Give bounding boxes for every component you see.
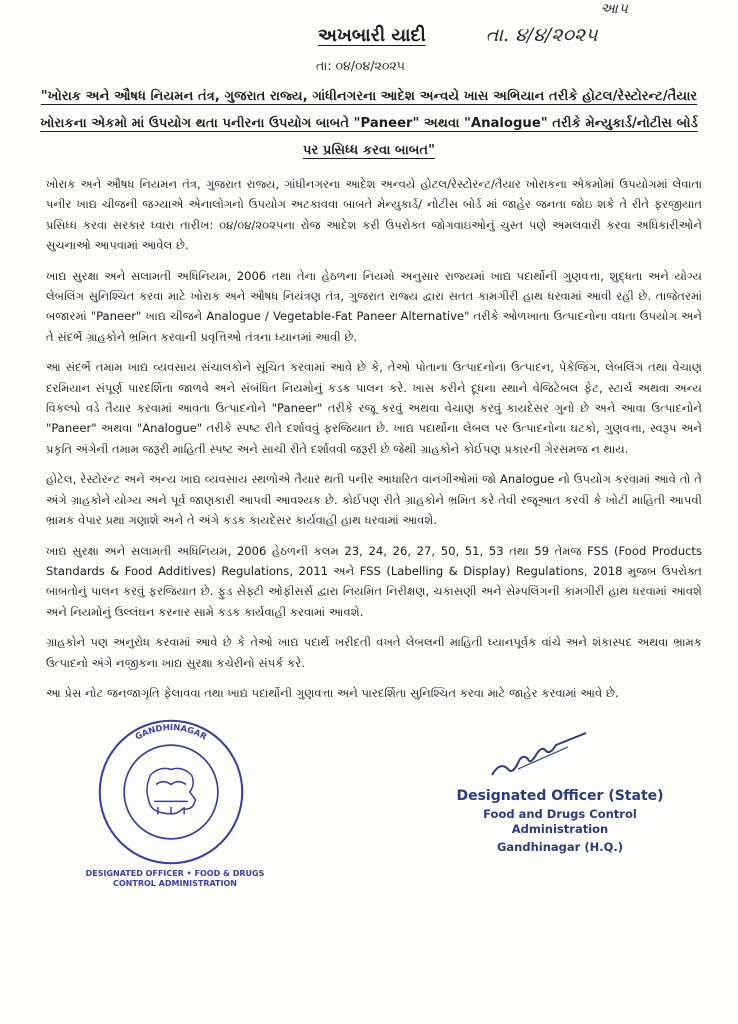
stamp-text: DESIGNATED OFFICER • FOOD & DRUGS CONTROL ADMINISTRATION: [85, 869, 265, 889]
date-line: તા: ૦૪/૦૪/૨૦૨૫: [316, 58, 405, 73]
signature-icon: [488, 731, 588, 781]
heading-row: [0, 22, 738, 49]
signatory-title: Designated Officer (State): [456, 788, 664, 805]
document-heading: અખબારી યાદી: [318, 25, 426, 46]
signatory-organization: Food and Drugs Control Administration: [483, 807, 637, 837]
handwritten-date: તા. ૪/૪/૨૦૨૫: [485, 24, 598, 46]
subject-text: "ખોરાક અને ઔષધ નિયમન તંત્ર, ગુજરાત રાજ્ય, ગાંધીનગરના આદેશ અન્વયે ખાસ અભિયાન તરીકે હોટલ/રેસ્ટોરન્ટ/તૈયાર ખોરાકના એકમો માં ઉપયોગ થતા પનીરના ઉપયોગ બાબતે "Paneer" અથવા "Analogue" તરીકે મેન્યુકાર્ડ/નોટીસ બોર્ડ પર પ્રસિધ્ધ કરવા બાબત": [40, 89, 698, 158]
subject-heading: [40, 83, 698, 164]
paragraph-4: હોટેલ, રેસ્ટોરન્ટ અને અન્ય ખાદ્ય વ્યવસાય સ્થળોએ તૈયાર થતી પનીર આધારિત વાનગીઓમાં જો Analogue નો ઉપયોગ કરવામાં આવે તો તે અંગે ગ્રાહકોને યોગ્ય અને પૂર્વ જાણકારી આપવી આવશ્યક છે. કોઈપણ રીતે ગ્રાહકોને ભ્રમિત કરે તેવી રજૂઆત કરવી કે ખોટી માહિતી આપવી ભ્રામક વેપાર પ્રથા ગણાશે અને તે અંગે કડક કાયદેસર કાર્યવાહી હાથ ધરવામાં આવશે.: [46, 472, 702, 528]
top-row: [0, 0, 738, 20]
paragraph-5: ખાદ્ય સુરક્ષા અને સલામતી અધિનિયમ, 2006 હેઠળની કલમ 23, 24, 26, 27, 50, 51, 53 તથા 59 તેમજ FSS (Food Products Standards & Food Additives) Regulations, 2011 અને FSS (Labelling & Display) Regulations, 2018 મુજબ ઉપરોક્ત બાબતોનું પાલન કરવું ફરજિયાત છે. ફુડ સેફ્ટી ઓફીસર્સ દ્વારા નિયમિત નિરીક્ષણ, ચકાસણી અને સેમ્પલિંગની કામગીરી હાથ ધરવામાં આવશે અને નિયમોનું ઉલ્લંઘન કરનાર સામે કડક કાર્યવાહી કરવામાં આવશે.: [46, 543, 702, 619]
paragraph-1: ખોરાક અને ઔષધ નિયમન તંત્ર, ગુજરાત રાજ્ય, ગાંધીનગરના આદેશ અન્વયે હોટલ/રેસ્ટોરન્ટ/તૈયાર ખોરાકના એકમોમાં ઉપયોગમાં લેવાતા પનીર ખાદ્ય ચીજની જગ્યાએ એનાલોગનો ઉપયોગ અટકાવવા બાબતે મેન્યુકાર્ડ/ નોટીસ બોર્ડ માં જાહેર જનતા જોઇ શકે તે રીતે ફરજીયાત પ્રસિધ્ધ કરવા સરકાર ધ્વારા તારીખ: ૦૪/૦૪/૨૦૨૫ના રોજ આદેશ કરી ઉપરોક્ત જોગવાઇઓનું ચુસ્ત પણે અમલવારી કરવા અધિકારીઓને સુચનાઓ આપવામાં આવેલ છે.: [46, 177, 702, 253]
emblem-icon: [147, 769, 195, 815]
paragraph-7: આ પ્રેસ નોટ જનજાગૃતિ ફેલાવવા તથા ખાદ્ય પદાર્થોની ગુણવત્તા અને પારદર્શિતા સુનિશ્ચિત કરવા માટે જાહેર કરવામાં આવે છે.: [46, 685, 619, 700]
signatory-place: Gandhinagar (H.Q.): [496, 840, 623, 855]
paragraph-6: ગ્રાહકોને પણ અનુરોધ કરવામાં આવે છે કે તેઓ ખાદ્ય પદાર્થ ખરીદતી વખતે લેબલની માહિતી ધ્યાનપૂર્વક વાંચે અને શંકાસ્પદ અથવા ભ્રામક ઉત્પાદનો અંગે નજીકના ખાદ્ય સુરક્ષા કચેરીનો સંપર્ક કરે.: [46, 635, 702, 670]
official-stamp-icon: [96, 717, 246, 867]
footer-area: [0, 713, 738, 889]
signature-block: [440, 787, 680, 855]
stamp-left-text: GANDHINAGAR: [133, 722, 209, 743]
paragraph-2: ખાદ્ય સુરક્ષા અને સલામતી અધિનિયમ, 2006 તથા તેના હેઠળના નિયમો અનુસાર રાજ્યમાં ખાદ્ય પદાર્થોની ગુણવત્તા, શુદ્ધતા અને યોગ્ય લેબલિંગ સુનિશ્ચિત કરવા માટે ખોરાક અને ઔષધ નિયંત્રણ તંત્ર, ગુજરાત રાજ્ય દ્વારા સતત કામગીરી હાથ ધરવામાં આવી રહી છે. તાજેતરમાં બજારમાં "Paneer" ખાદ્ય ચીજને Analogue / Vegetable-Fat Paneer Alternative" તરીકે ઓળખાતા ઉત્પાદનોના વધતા ઉપયોગ અને તે સંદર્ભે ગ્રાહકોને ભ્રમિત કરવાની પ્રવૃત્તિઓ તંત્રના ધ્યાનમાં આવી છે.: [46, 268, 702, 344]
paragraph-3: આ સંદર્ભે તમામ ખાદ્ય વ્યવસાય સંચાલકોને સૂચિત કરવામાં આવે છે કે, તેઓ પોતાના ઉત્પાદનોના ઉત્પાદન, પેકેજિંગ, લેબલિંગ તથા વેચાણ દરમિયાન સંપૂર્ણ પારદર્શિતા જાળવે અને સંબંધિત નિયમોનું કડક પાલન કરે. ખાસ કરીને દૂધના સ્થાને વેજિટેબલ ફેટ, સ્ટાર્ચ અથવા અન્ય વિકલ્પો વડે તૈયાર કરવામાં આવતા ઉત્પાદનોને "Paneer" તરીકે રજૂ કરવું અથવા વેચાણ કરવું કાયદેસર ગુનો છે અને આવા ઉત્પાદનોને "Paneer" અથવા "Analogue" તરીકે સ્પષ્ટ રીતે દર્શાવવું ફરજિયાત છે. ખાદ્ય પદાર્થોના લેબલ પર ઉત્પાદનોના ઘટકો, ગુણવત્તા, સ્વરૂપ અને પ્રકૃતિ અંગેની તમામ જરૂરી માહિતી સ્પષ્ટ અને સાચી રીતે દર્શાવવી જરૂરી છે જેથી ગ્રાહકોને કોઈપણ પ્રકારની ગેરસમજ ન થાય.: [46, 360, 702, 456]
handwritten-note: આપ: [600, 1, 629, 17]
